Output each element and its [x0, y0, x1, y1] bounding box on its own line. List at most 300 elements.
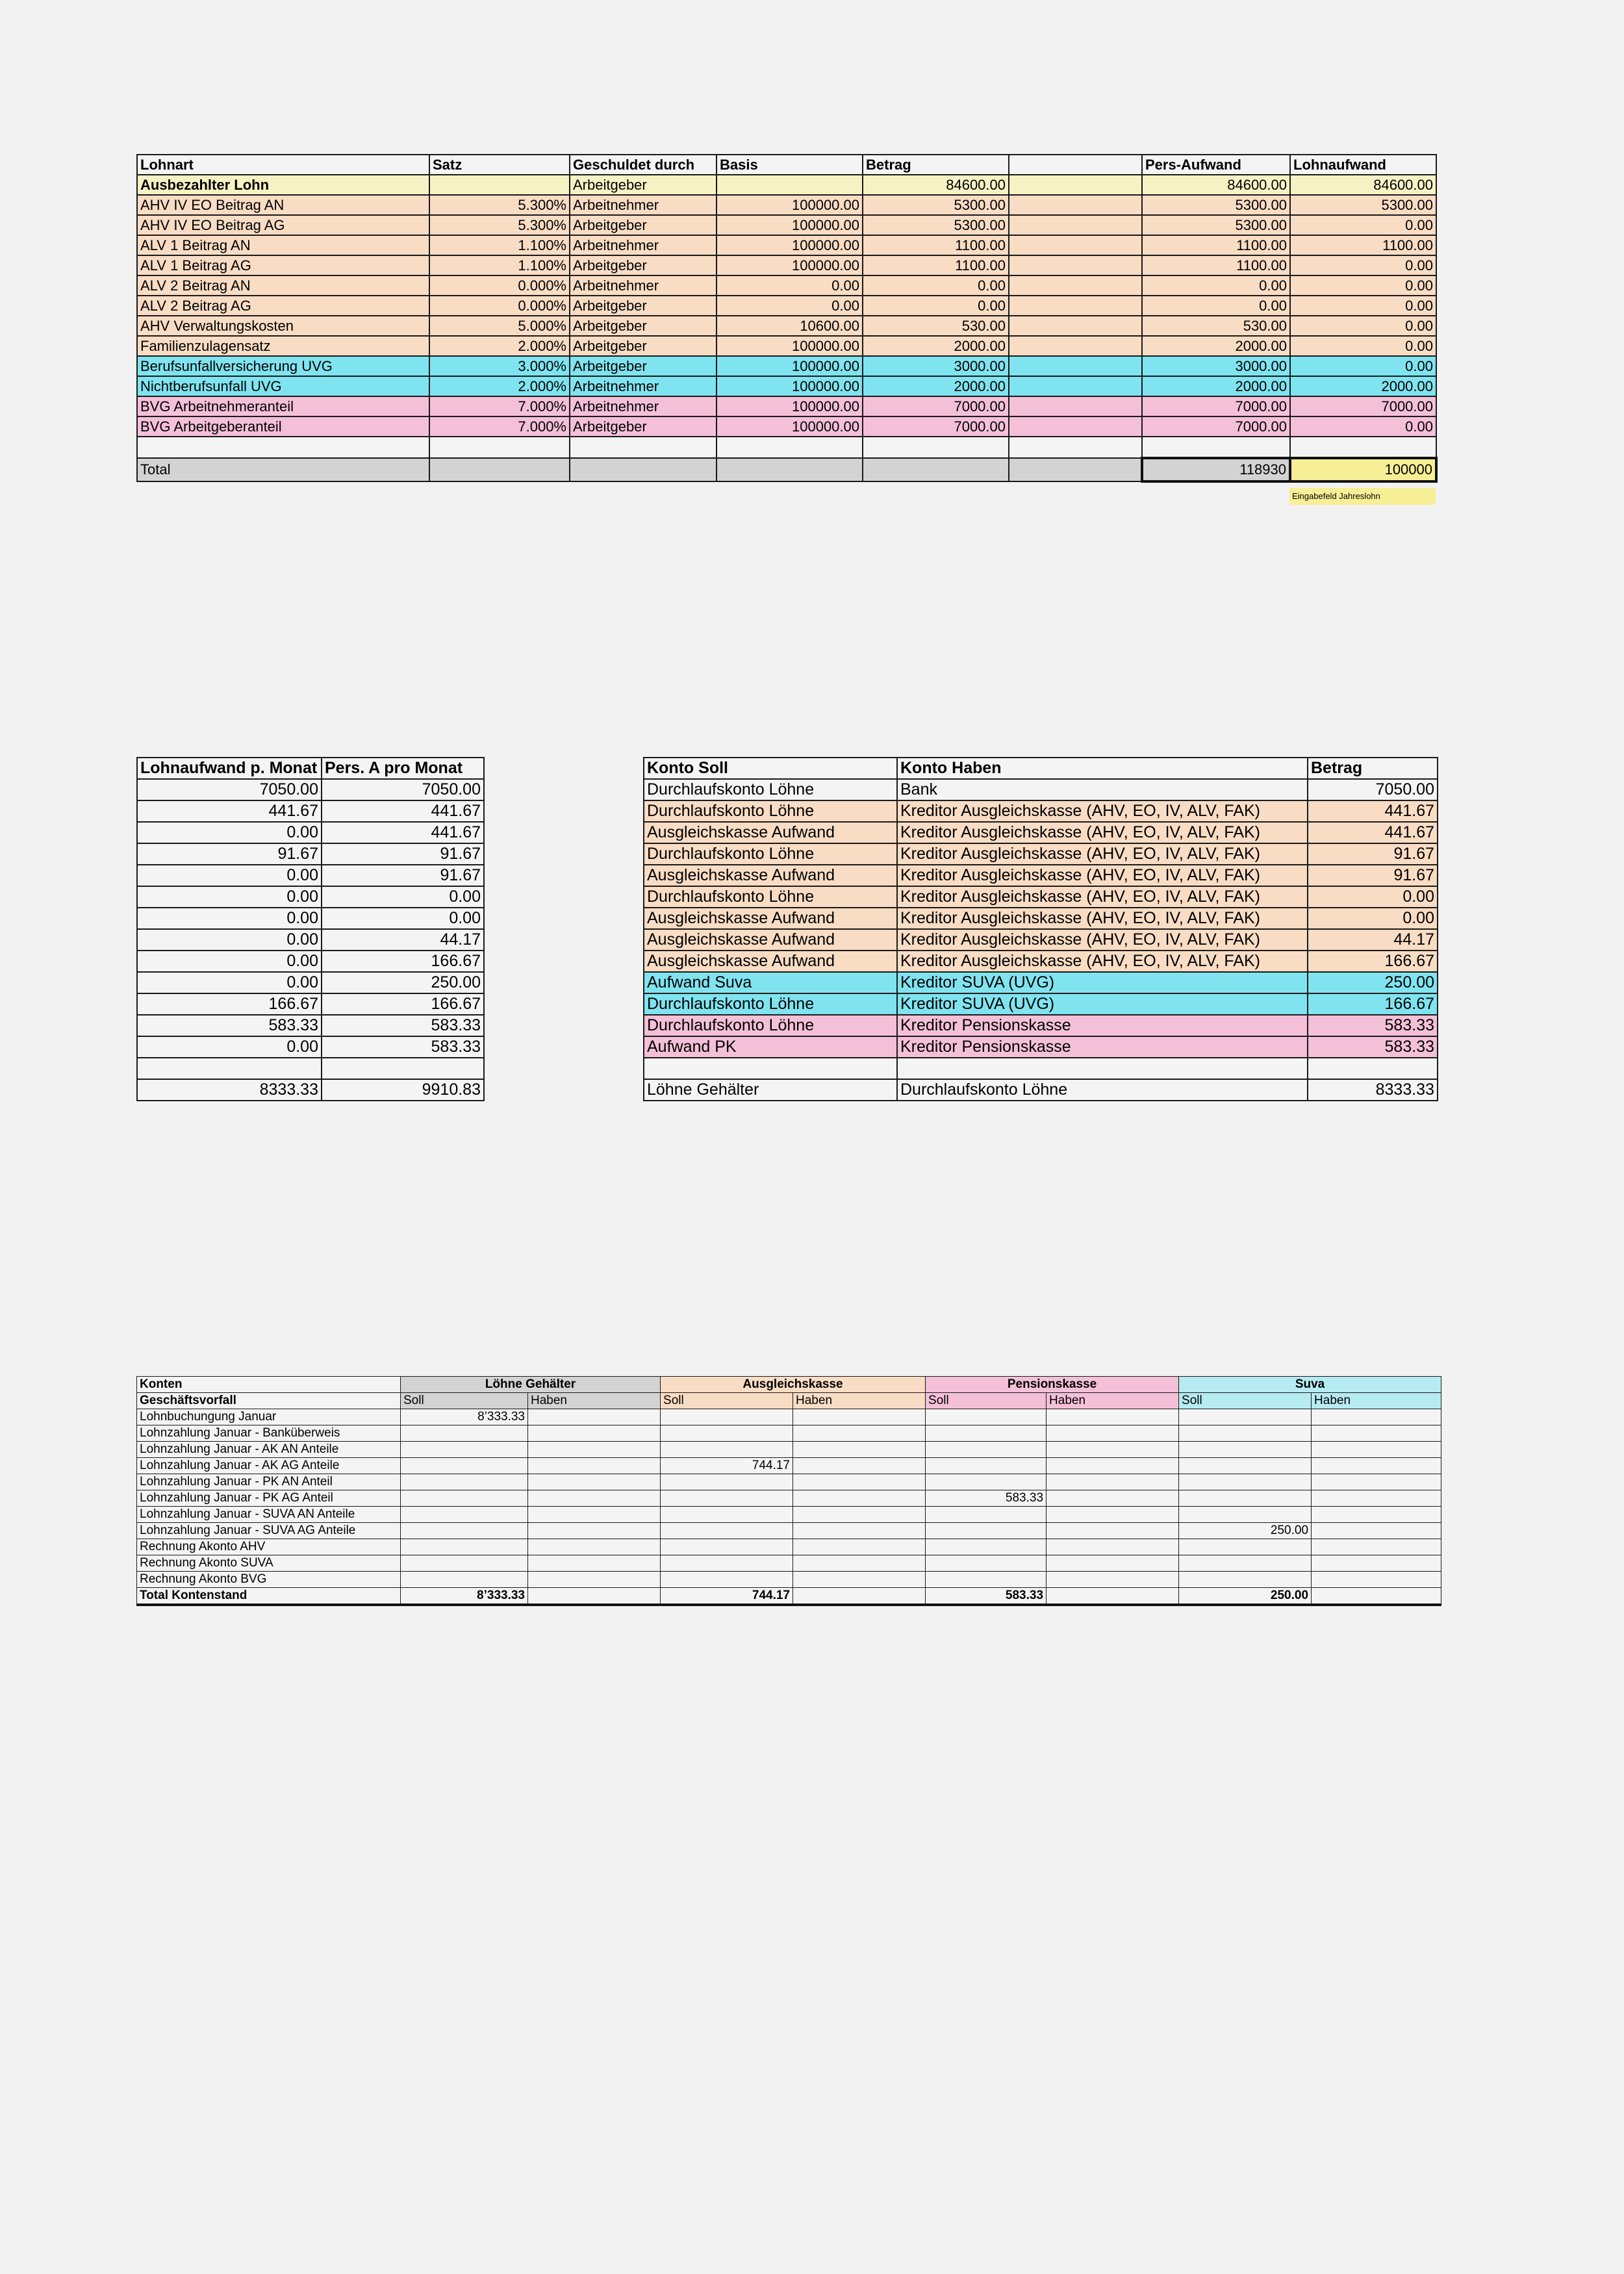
total-lohnaufwand-monat[interactable]: 8333.33: [137, 1079, 322, 1101]
table-cell[interactable]: 5300.00: [863, 215, 1009, 235]
table-cell[interactable]: Arbeitgeber: [570, 336, 717, 356]
table-cell[interactable]: [1312, 1490, 1441, 1507]
table-cell[interactable]: 441.67: [1308, 822, 1438, 843]
table-cell[interactable]: Durchlaufskonto Löhne: [644, 779, 897, 800]
table-cell[interactable]: [793, 1425, 926, 1442]
table-cell[interactable]: [1047, 1555, 1179, 1572]
table-cell[interactable]: 583.33: [1308, 1036, 1438, 1058]
table-cell[interactable]: [1312, 1539, 1441, 1555]
table-cell[interactable]: [1047, 1409, 1179, 1425]
table-cell[interactable]: Arbeitgeber: [570, 175, 717, 195]
table-cell[interactable]: 0.000%: [429, 275, 570, 296]
empty-cell[interactable]: [137, 437, 429, 458]
table-cell[interactable]: [1179, 1425, 1312, 1442]
empty-cell[interactable]: [322, 1058, 484, 1079]
table-cell[interactable]: 530.00: [863, 316, 1009, 336]
table-cell[interactable]: 100000.00: [717, 336, 863, 356]
table-cell[interactable]: 250.00: [1308, 972, 1438, 993]
table-cell[interactable]: [1047, 1539, 1179, 1555]
table-cell[interactable]: [401, 1539, 528, 1555]
table-cell[interactable]: [1009, 215, 1142, 235]
table-cell[interactable]: [926, 1507, 1047, 1523]
table-cell[interactable]: Arbeitnehmer: [570, 376, 717, 396]
table-cell[interactable]: [528, 1507, 661, 1523]
total-cell[interactable]: [1312, 1588, 1441, 1605]
table-cell[interactable]: Bank: [897, 779, 1308, 800]
table-cell[interactable]: 583.33: [322, 1015, 484, 1036]
table-cell[interactable]: 91.67: [322, 865, 484, 886]
table-cell[interactable]: 2000.00: [863, 376, 1009, 396]
table-cell[interactable]: 100000.00: [717, 215, 863, 235]
table-row: [137, 1572, 1441, 1588]
table-cell[interactable]: [661, 1425, 793, 1442]
table-cell[interactable]: [528, 1442, 661, 1458]
table-cell[interactable]: 5300.00: [1142, 195, 1290, 215]
vorfall-cell[interactable]: Lohnzahlung Januar - Banküberweis: [137, 1425, 401, 1442]
table-cell[interactable]: 0.00: [863, 296, 1009, 316]
table-cell[interactable]: [1047, 1442, 1179, 1458]
table-cell[interactable]: [401, 1458, 528, 1474]
table-cell[interactable]: [717, 175, 863, 195]
table-cell[interactable]: 0.00: [863, 275, 1009, 296]
table-cell[interactable]: Kreditor Ausgleichskasse (AHV, EO, IV, ALV, FAK): [897, 800, 1308, 822]
table-cell[interactable]: 0.00: [1290, 416, 1436, 437]
table-cell[interactable]: [1179, 1555, 1312, 1572]
table-cell[interactable]: [661, 1409, 793, 1425]
table-cell[interactable]: Arbeitgeber: [570, 356, 717, 376]
table-cell[interactable]: 0.00: [1308, 886, 1438, 908]
table-cell[interactable]: [926, 1555, 1047, 1572]
table-cell[interactable]: 1.100%: [429, 235, 570, 255]
table-cell[interactable]: [793, 1555, 926, 1572]
empty-cell[interactable]: [1308, 1058, 1438, 1079]
table-cell[interactable]: 7050.00: [1308, 779, 1438, 800]
table-cell[interactable]: [1179, 1539, 1312, 1555]
table-cell[interactable]: [793, 1572, 926, 1588]
table-cell[interactable]: [926, 1474, 1047, 1490]
vorfall-cell[interactable]: Lohnzahlung Januar - SUVA AN Anteile: [137, 1507, 401, 1523]
table-cell[interactable]: Durchlaufskonto Löhne: [644, 800, 897, 822]
lohnart-cell[interactable]: Nichtberufsunfall UVG: [137, 376, 429, 396]
table-cell[interactable]: Kreditor Ausgleichskasse (AHV, EO, IV, ALV, FAK): [897, 951, 1308, 972]
table-cell[interactable]: 2000.00: [1142, 376, 1290, 396]
table-cell[interactable]: Kreditor SUVA (UVG): [897, 993, 1308, 1015]
table-cell[interactable]: 7000.00: [1142, 396, 1290, 416]
table-cell[interactable]: Kreditor Pensionskasse: [897, 1036, 1308, 1058]
total-row: [137, 458, 1436, 481]
vorfall-label: Geschäftsvorfall: [137, 1393, 401, 1409]
table-cell[interactable]: 0.00: [1290, 255, 1436, 275]
table-cell[interactable]: 166.67: [322, 993, 484, 1015]
table-cell[interactable]: [793, 1539, 926, 1555]
table-cell[interactable]: [1009, 235, 1142, 255]
table-cell[interactable]: 5.300%: [429, 215, 570, 235]
table-cell[interactable]: 0.00: [1290, 336, 1436, 356]
table-cell[interactable]: 7000.00: [1142, 416, 1290, 437]
table-cell[interactable]: Ausgleichskasse Aufwand: [644, 822, 897, 843]
table-cell[interactable]: 583.33: [322, 1036, 484, 1058]
table-cell[interactable]: [793, 1458, 926, 1474]
table-cell[interactable]: [1009, 316, 1142, 336]
table-cell[interactable]: Kreditor Ausgleichskasse (AHV, EO, IV, ALV, FAK): [897, 865, 1308, 886]
table-cell[interactable]: 583.33: [1308, 1015, 1438, 1036]
table-cell[interactable]: 166.67: [322, 951, 484, 972]
table-cell[interactable]: [1047, 1458, 1179, 1474]
table-cell[interactable]: 100000.00: [717, 255, 863, 275]
table-cell[interactable]: 0.00: [1290, 215, 1436, 235]
table-cell[interactable]: 5300.00: [863, 195, 1009, 215]
table-cell[interactable]: [528, 1409, 661, 1425]
lohnart-cell[interactable]: BVG Arbeitnehmeranteil: [137, 396, 429, 416]
table-cell[interactable]: [1312, 1555, 1441, 1572]
table-cell[interactable]: 1100.00: [1142, 255, 1290, 275]
table-cell[interactable]: [528, 1490, 661, 1507]
table-cell[interactable]: 7000.00: [863, 416, 1009, 437]
table-cell[interactable]: 0.00: [322, 886, 484, 908]
table-cell[interactable]: [1009, 356, 1142, 376]
table-cell[interactable]: 166.67: [1308, 951, 1438, 972]
table-cell[interactable]: 0.00: [1308, 908, 1438, 929]
total-cell[interactable]: [528, 1588, 661, 1605]
table-cell[interactable]: 5300.00: [1290, 195, 1436, 215]
table-cell[interactable]: [1312, 1458, 1441, 1474]
table-cell[interactable]: 0.00: [137, 972, 322, 993]
total-cell[interactable]: 744.17: [661, 1588, 793, 1605]
vorfall-cell[interactable]: Lohnzahlung Januar - AK AN Anteile: [137, 1442, 401, 1458]
table-cell[interactable]: [926, 1539, 1047, 1555]
table-cell[interactable]: [661, 1539, 793, 1555]
lohnart-cell[interactable]: ALV 2 Beitrag AG: [137, 296, 429, 316]
table-cell[interactable]: [926, 1523, 1047, 1539]
table-cell[interactable]: 7.000%: [429, 396, 570, 416]
table-cell[interactable]: 91.67: [137, 843, 322, 865]
empty-cell[interactable]: [137, 1058, 322, 1079]
table-cell[interactable]: 0.00: [137, 951, 322, 972]
table-cell[interactable]: Arbeitgeber: [570, 416, 717, 437]
table-cell[interactable]: 8’333.33: [401, 1409, 528, 1425]
table-cell[interactable]: 250.00: [1179, 1523, 1312, 1539]
table-cell[interactable]: 441.67: [322, 800, 484, 822]
table-cell[interactable]: 7050.00: [137, 779, 322, 800]
table-cell[interactable]: Ausgleichskasse Aufwand: [644, 865, 897, 886]
table-cell[interactable]: [1179, 1490, 1312, 1507]
table-cell[interactable]: [1009, 255, 1142, 275]
table-cell[interactable]: [401, 1572, 528, 1588]
empty-cell[interactable]: [1290, 437, 1436, 458]
table-cell[interactable]: [401, 1507, 528, 1523]
table-cell[interactable]: Ausgleichskasse Aufwand: [644, 908, 897, 929]
table-cell[interactable]: 44.17: [1308, 929, 1438, 951]
table-cell[interactable]: Ausgleichskasse Aufwand: [644, 951, 897, 972]
vorfall-cell[interactable]: Lohnzahlung Januar - AK AG Anteile: [137, 1458, 401, 1474]
table-cell[interactable]: Durchlaufskonto Löhne: [644, 843, 897, 865]
total-cell[interactable]: 250.00: [1179, 1588, 1312, 1605]
table-cell[interactable]: [528, 1425, 661, 1442]
lohnart-cell[interactable]: AHV Verwaltungskosten: [137, 316, 429, 336]
table-cell[interactable]: 84600.00: [1290, 175, 1436, 195]
lohnart-cell[interactable]: ALV 1 Beitrag AG: [137, 255, 429, 275]
table-cell[interactable]: Durchlaufskonto Löhne: [644, 886, 897, 908]
table-cell[interactable]: Kreditor Pensionskasse: [897, 1015, 1308, 1036]
table-cell[interactable]: [401, 1425, 528, 1442]
table-cell[interactable]: [1047, 1474, 1179, 1490]
vorfall-cell[interactable]: Rechnung Akonto BVG: [137, 1572, 401, 1588]
total-pers-aufwand[interactable]: 118930: [1142, 458, 1290, 481]
table-cell[interactable]: [1312, 1572, 1441, 1588]
table-cell[interactable]: 2000.00: [1290, 376, 1436, 396]
table-cell[interactable]: 0.00: [137, 822, 322, 843]
table-cell[interactable]: [1009, 336, 1142, 356]
table-cell[interactable]: [1312, 1409, 1441, 1425]
table-cell[interactable]: [1179, 1442, 1312, 1458]
table-cell[interactable]: Ausgleichskasse Aufwand: [644, 929, 897, 951]
table-cell[interactable]: [1047, 1490, 1179, 1507]
table-cell[interactable]: Arbeitnehmer: [570, 195, 717, 215]
table-cell[interactable]: 0.00: [1142, 296, 1290, 316]
table-cell[interactable]: Kreditor Ausgleichskasse (AHV, EO, IV, ALV, FAK): [897, 822, 1308, 843]
table-cell[interactable]: 0.00: [137, 1036, 322, 1058]
table-cell[interactable]: [1047, 1507, 1179, 1523]
table-cell[interactable]: [401, 1474, 528, 1490]
table-cell[interactable]: 250.00: [322, 972, 484, 993]
table-cell[interactable]: 0.00: [137, 908, 322, 929]
table-cell[interactable]: 441.67: [137, 800, 322, 822]
table-cell[interactable]: 0.00: [1290, 296, 1436, 316]
table-cell[interactable]: 2000.00: [863, 336, 1009, 356]
table-cell[interactable]: Kreditor Ausgleichskasse (AHV, EO, IV, ALV, FAK): [897, 886, 1308, 908]
table-cell[interactable]: [1009, 376, 1142, 396]
table-cell[interactable]: [1009, 416, 1142, 437]
table-cell[interactable]: 7000.00: [863, 396, 1009, 416]
table-cell[interactable]: 744.17: [661, 1458, 793, 1474]
table-cell[interactable]: Durchlaufskonto Löhne: [644, 1015, 897, 1036]
table-cell[interactable]: 166.67: [137, 993, 322, 1015]
table-cell[interactable]: 0.00: [137, 886, 322, 908]
table-cell[interactable]: [661, 1490, 793, 1507]
table-cell[interactable]: 7.000%: [429, 416, 570, 437]
table-cell[interactable]: 0.00: [1290, 316, 1436, 336]
table-cell[interactable]: 0.000%: [429, 296, 570, 316]
table-cell[interactable]: 1100.00: [1290, 235, 1436, 255]
table-cell[interactable]: 0.00: [1142, 275, 1290, 296]
table-cell[interactable]: [1312, 1442, 1441, 1458]
empty-cell[interactable]: [863, 437, 1009, 458]
table-cell[interactable]: 100000.00: [717, 235, 863, 255]
table-cell[interactable]: [793, 1490, 926, 1507]
table-cell[interactable]: 100000.00: [717, 376, 863, 396]
table-cell[interactable]: [793, 1409, 926, 1425]
table-cell[interactable]: [528, 1458, 661, 1474]
lohnart-cell[interactable]: AHV IV EO Beitrag AG: [137, 215, 429, 235]
empty-cell[interactable]: [1142, 437, 1290, 458]
table-cell[interactable]: 583.33: [137, 1015, 322, 1036]
table-cell[interactable]: [429, 175, 570, 195]
table-cell[interactable]: Kreditor Ausgleichskasse (AHV, EO, IV, ALV, FAK): [897, 843, 1308, 865]
lohnart-cell[interactable]: Familienzulagensatz: [137, 336, 429, 356]
total-cell[interactable]: [793, 1588, 926, 1605]
vorfall-cell[interactable]: Rechnung Akonto SUVA: [137, 1555, 401, 1572]
table-cell[interactable]: 100000.00: [717, 356, 863, 376]
table-cell[interactable]: 44.17: [322, 929, 484, 951]
table-cell[interactable]: 1100.00: [1142, 235, 1290, 255]
table-cell[interactable]: [1179, 1572, 1312, 1588]
table-cell[interactable]: Arbeitgeber: [570, 215, 717, 235]
table-cell[interactable]: Aufwand PK: [644, 1036, 897, 1058]
table-cell[interactable]: [1009, 396, 1142, 416]
table-cell[interactable]: [926, 1425, 1047, 1442]
table-cell[interactable]: [661, 1507, 793, 1523]
table-cell[interactable]: 3.000%: [429, 356, 570, 376]
vorfall-cell[interactable]: Lohnzahlung Januar - PK AN Anteil: [137, 1474, 401, 1490]
lohnart-cell[interactable]: ALV 1 Beitrag AN: [137, 235, 429, 255]
total-cell[interactable]: 8’333.33: [401, 1588, 528, 1605]
total-soll[interactable]: Löhne Gehälter: [644, 1079, 897, 1101]
table-cell[interactable]: 91.67: [1308, 865, 1438, 886]
table-cell[interactable]: 84600.00: [863, 175, 1009, 195]
table-cell[interactable]: [1312, 1425, 1441, 1442]
table-cell[interactable]: Kreditor SUVA (UVG): [897, 972, 1308, 993]
table-cell[interactable]: 91.67: [1308, 843, 1438, 865]
table-cell[interactable]: 5300.00: [1142, 215, 1290, 235]
table-cell[interactable]: [1047, 1523, 1179, 1539]
table-cell[interactable]: 3000.00: [863, 356, 1009, 376]
table-cell[interactable]: 583.33: [926, 1490, 1047, 1507]
table-cell[interactable]: 166.67: [1308, 993, 1438, 1015]
table-cell[interactable]: 10600.00: [717, 316, 863, 336]
table-cell[interactable]: 1100.00: [863, 255, 1009, 275]
table-cell[interactable]: [926, 1572, 1047, 1588]
table-cell[interactable]: [661, 1474, 793, 1490]
table-cell[interactable]: [926, 1458, 1047, 1474]
vorfall-cell[interactable]: Lohnzahlung Januar - PK AG Anteil: [137, 1490, 401, 1507]
table-cell[interactable]: [1179, 1507, 1312, 1523]
table-cell[interactable]: [926, 1442, 1047, 1458]
table-cell[interactable]: [793, 1442, 926, 1458]
vorfall-cell[interactable]: Lohnzahlung Januar - SUVA AG Anteile: [137, 1523, 401, 1539]
table-cell[interactable]: [528, 1555, 661, 1572]
total-betrag[interactable]: 8333.33: [1308, 1079, 1438, 1101]
table-cell[interactable]: 0.00: [1290, 356, 1436, 376]
table-cell[interactable]: 100000.00: [717, 396, 863, 416]
table-cell[interactable]: [1047, 1572, 1179, 1588]
table-cell[interactable]: [926, 1409, 1047, 1425]
table-cell[interactable]: [401, 1442, 528, 1458]
table-cell[interactable]: [661, 1523, 793, 1539]
table-cell[interactable]: [661, 1442, 793, 1458]
table-cell[interactable]: 2.000%: [429, 336, 570, 356]
table-cell[interactable]: Arbeitgeber: [570, 296, 717, 316]
table-cell[interactable]: 100000.00: [717, 195, 863, 215]
table-cell[interactable]: [401, 1555, 528, 1572]
table-cell[interactable]: 0.00: [322, 908, 484, 929]
table-cell[interactable]: 3000.00: [1142, 356, 1290, 376]
table-cell[interactable]: [528, 1539, 661, 1555]
table-cell[interactable]: Aufwand Suva: [644, 972, 897, 993]
table-cell[interactable]: 2.000%: [429, 376, 570, 396]
lohnart-cell[interactable]: AHV IV EO Beitrag AN: [137, 195, 429, 215]
empty-cell[interactable]: [1009, 437, 1142, 458]
total-haben[interactable]: Durchlaufskonto Löhne: [897, 1079, 1308, 1101]
table-cell[interactable]: 0.00: [137, 865, 322, 886]
lohnart-cell[interactable]: BVG Arbeitgeberanteil: [137, 416, 429, 437]
lohnart-cell[interactable]: Ausbezahlter Lohn: [137, 175, 429, 195]
table-cell[interactable]: 0.00: [717, 275, 863, 296]
empty-cell[interactable]: [717, 437, 863, 458]
table-cell[interactable]: [1179, 1458, 1312, 1474]
table-cell[interactable]: 7050.00: [322, 779, 484, 800]
table-cell[interactable]: [793, 1523, 926, 1539]
table-cell[interactable]: Kreditor Ausgleichskasse (AHV, EO, IV, ALV, FAK): [897, 929, 1308, 951]
table-cell[interactable]: [1009, 195, 1142, 215]
table-cell[interactable]: [793, 1474, 926, 1490]
lohnart-cell[interactable]: Berufsunfallversicherung UVG: [137, 356, 429, 376]
table-cell[interactable]: [528, 1474, 661, 1490]
table-cell[interactable]: [401, 1490, 528, 1507]
table-cell[interactable]: 0.00: [717, 296, 863, 316]
table-cell[interactable]: [528, 1523, 661, 1539]
table-cell[interactable]: 100000.00: [717, 416, 863, 437]
empty-cell[interactable]: [644, 1058, 897, 1079]
table-cell[interactable]: [1009, 275, 1142, 296]
table-cell[interactable]: Arbeitnehmer: [570, 275, 717, 296]
vorfall-cell[interactable]: Lohnbuchungung Januar: [137, 1409, 401, 1425]
table-cell[interactable]: [1009, 296, 1142, 316]
table-cell[interactable]: Arbeitgeber: [570, 316, 717, 336]
vorfall-cell[interactable]: Rechnung Akonto AHV: [137, 1539, 401, 1555]
table-cell[interactable]: [528, 1572, 661, 1588]
table-cell[interactable]: [661, 1572, 793, 1588]
table-cell[interactable]: 441.67: [1308, 800, 1438, 822]
table-row: [137, 396, 1436, 416]
table-cell[interactable]: 7000.00: [1290, 396, 1436, 416]
table-cell[interactable]: 530.00: [1142, 316, 1290, 336]
table-cell[interactable]: [793, 1507, 926, 1523]
empty-cell[interactable]: [429, 437, 570, 458]
table-cell[interactable]: 5.300%: [429, 195, 570, 215]
table-cell[interactable]: Arbeitgeber: [570, 255, 717, 275]
empty-cell[interactable]: [897, 1058, 1308, 1079]
table-cell[interactable]: [661, 1555, 793, 1572]
table-cell[interactable]: [1312, 1474, 1441, 1490]
table-cell[interactable]: 1100.00: [863, 235, 1009, 255]
table-cell[interactable]: [401, 1523, 528, 1539]
empty-cell[interactable]: [570, 437, 717, 458]
table-cell[interactable]: 91.67: [322, 843, 484, 865]
table-cell[interactable]: [1312, 1523, 1441, 1539]
table-cell[interactable]: [1312, 1507, 1441, 1523]
total-pers-monat[interactable]: 9910.83: [322, 1079, 484, 1101]
table-cell[interactable]: [1009, 175, 1142, 195]
table-cell[interactable]: [1179, 1409, 1312, 1425]
table-cell[interactable]: Arbeitnehmer: [570, 396, 717, 416]
table-cell[interactable]: 84600.00: [1142, 175, 1290, 195]
table-cell[interactable]: 441.67: [322, 822, 484, 843]
table-cell[interactable]: 0.00: [1290, 275, 1436, 296]
total-cell[interactable]: [1047, 1588, 1179, 1605]
total-cell[interactable]: 583.33: [926, 1588, 1047, 1605]
table-cell[interactable]: [1179, 1474, 1312, 1490]
table-cell[interactable]: 1.100%: [429, 255, 570, 275]
table-cell[interactable]: 5.000%: [429, 316, 570, 336]
lohnart-cell[interactable]: ALV 2 Beitrag AN: [137, 275, 429, 296]
table-cell[interactable]: 2000.00: [1142, 336, 1290, 356]
table-cell[interactable]: [1047, 1425, 1179, 1442]
table-cell[interactable]: Arbeitnehmer: [570, 235, 717, 255]
table-cell[interactable]: Kreditor Ausgleichskasse (AHV, EO, IV, ALV, FAK): [897, 908, 1308, 929]
table-cell[interactable]: Durchlaufskonto Löhne: [644, 993, 897, 1015]
jahreslohn-input-cell[interactable]: 100000: [1290, 458, 1436, 481]
table-cell[interactable]: 0.00: [137, 929, 322, 951]
